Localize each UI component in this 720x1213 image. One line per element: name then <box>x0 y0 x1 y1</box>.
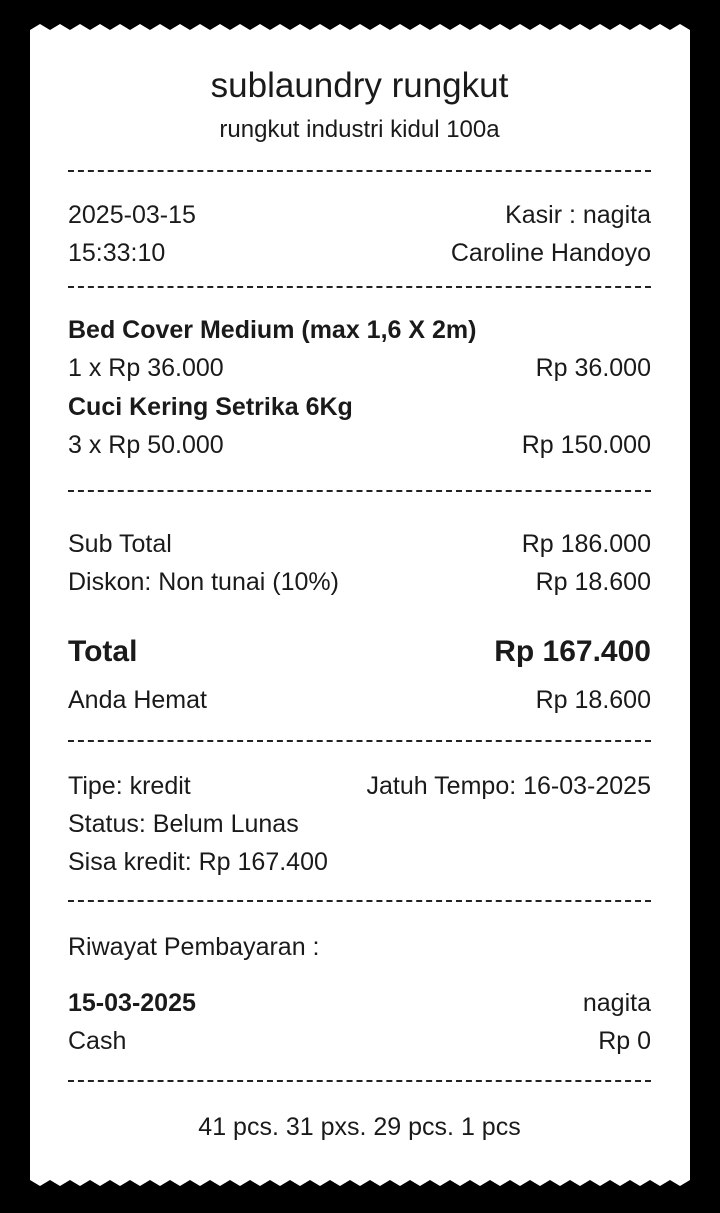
history-date: 15-03-2025 <box>68 989 196 1017</box>
customer-name: Caroline Handoyo <box>450 239 651 267</box>
total-label: Total <box>68 635 138 668</box>
meta-row-2 <box>68 238 651 268</box>
history-entry-head <box>68 988 651 1018</box>
item-name: Cuci Kering Setrika 6Kg <box>68 393 353 421</box>
status-row <box>68 809 651 839</box>
subtotal-row <box>68 529 651 559</box>
divider <box>68 900 651 902</box>
divider <box>68 490 651 492</box>
history-amount: Rp 0 <box>598 1027 651 1055</box>
divider <box>68 1080 651 1082</box>
due-date: Jatuh Tempo: 16-03-2025 <box>366 772 651 800</box>
divider <box>68 286 651 288</box>
item-line <box>68 353 651 383</box>
receipt-paper <box>30 30 690 1180</box>
savings-row <box>68 685 651 715</box>
payment-status: Status: Belum Lunas <box>68 810 299 838</box>
subtotal-label: Sub Total <box>68 530 172 558</box>
meta-row-1 <box>68 200 651 230</box>
store-address: rungkut industri kidul 100a <box>219 116 500 143</box>
history-entry-line <box>68 1026 651 1056</box>
item-amount: Rp 36.000 <box>535 354 651 382</box>
item-qty-price: 3 x Rp 50.000 <box>68 431 224 459</box>
history-method: Cash <box>68 1027 127 1055</box>
savings-value: Rp 18.600 <box>535 686 651 714</box>
total-value: Rp 167.400 <box>494 635 651 668</box>
remaining-credit: Sisa kredit: Rp 167.400 <box>68 848 328 876</box>
item-name: Bed Cover Medium (max 1,6 X 2m) <box>68 316 477 344</box>
savings-label: Anda Hemat <box>68 686 207 714</box>
payment-type: Tipe: kredit <box>68 772 191 800</box>
item-amount: Rp 150.000 <box>521 431 651 459</box>
remaining-row <box>68 847 651 877</box>
transaction-date: 2025-03-15 <box>68 201 196 229</box>
cashier: Kasir : nagita <box>505 201 651 229</box>
discount-row <box>68 567 651 597</box>
transaction-time: 15:33:10 <box>68 239 166 267</box>
history-title-row <box>68 932 651 962</box>
store-name: sublaundry rungkut <box>210 66 509 105</box>
discount-value: Rp 18.600 <box>535 568 651 596</box>
divider <box>68 170 651 172</box>
payment-row <box>68 771 651 801</box>
item-line <box>68 430 651 460</box>
discount-label: Diskon: Non tunai (10%) <box>68 568 339 596</box>
total-row <box>68 634 651 670</box>
footer-pieces: 41 pcs. 31 pxs. 29 pcs. 1 pcs <box>198 1113 521 1141</box>
history-by: nagita <box>582 989 651 1017</box>
history-title: Riwayat Pembayaran : <box>68 933 320 961</box>
item-qty-price: 1 x Rp 36.000 <box>68 354 224 382</box>
subtotal-value: Rp 186.000 <box>521 530 651 558</box>
divider <box>68 740 651 742</box>
